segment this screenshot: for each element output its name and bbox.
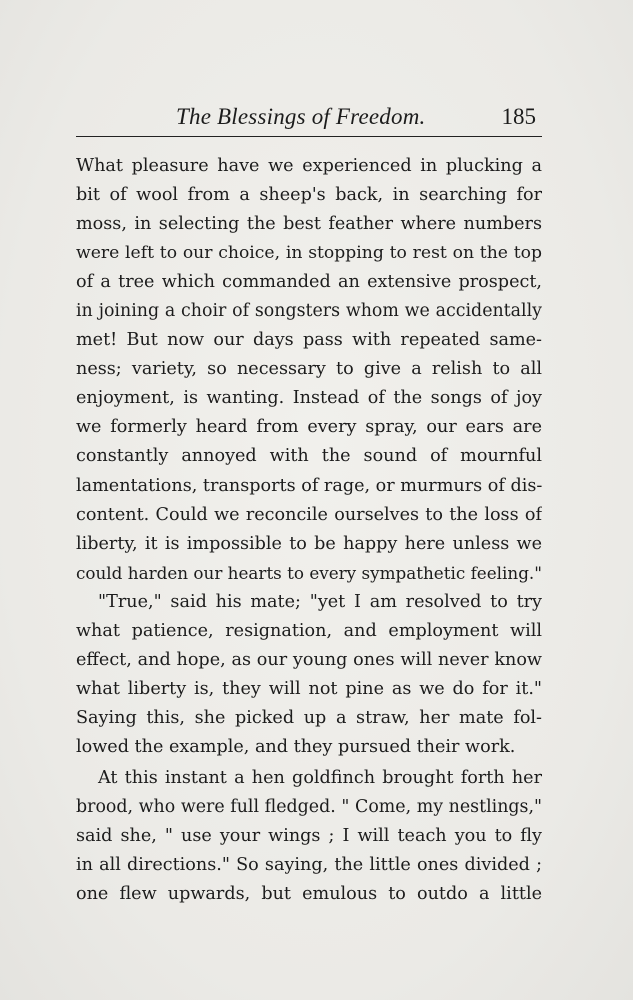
text-line: could harden our hearts to every sympathetic feeling." [76, 562, 542, 583]
text-line: "True," said his mate; "yet I am resolved to try [98, 591, 542, 612]
text-line: moss, in selecting the best feather where numbers [76, 214, 542, 235]
running-head [76, 100, 542, 137]
paragraph-2 [76, 588, 542, 762]
paragraph-3 [76, 764, 542, 909]
text-line: in all directions." So saying, the little ones divided ; [76, 855, 542, 876]
text-line: constantly annoyed with the sound of mournful [76, 446, 542, 467]
text-line: liberty, it is impossible to be happy here unless we [76, 533, 542, 554]
text-line: content. Could we reconcile ourselves to the loss of [76, 504, 542, 525]
text-line: we formerly heard from every spray, our ears are [76, 417, 542, 438]
running-title: The Blessings of Freedom. [176, 104, 426, 129]
text-line: brood, who were full fledged. " Come, my nestlings," [76, 797, 542, 818]
text-line: What pleasure have we experienced in plucking a [76, 156, 542, 176]
page-number: 185 [501, 104, 536, 129]
text-line: enjoyment, is wanting. Instead of the songs of joy [76, 388, 542, 409]
text-line: said she, " use your wings ; I will teach you to fly [76, 826, 542, 847]
text-line: ness; variety, so necessary to give a relish to all [76, 359, 542, 380]
text-line: Saying this, she picked up a straw, her mate fol- [76, 707, 542, 728]
text-line: one flew upwards, but emulous to outdo a little [76, 884, 542, 905]
text-line: lowed the example, and they pursued their work. [76, 736, 516, 757]
paragraph-1 [76, 152, 542, 588]
text-line: of a tree which commanded an extensive prospect, [76, 272, 542, 293]
text-line: were left to our choice, in stopping to rest on the top [76, 243, 542, 264]
body-text [76, 152, 542, 909]
text-line: what patience, resignation, and employment will [76, 620, 542, 641]
text-line: effect, and hope, as our young ones will never know [76, 649, 542, 670]
text-line: in joining a choir of songsters whom we accidentally [76, 301, 542, 322]
text-line: bit of wool from a sheep's back, in searching for [76, 185, 542, 206]
text-line: met! But now our days pass with repeated same- [76, 330, 542, 351]
text-line: what liberty is, they will not pine as we do for it." [76, 678, 542, 699]
text-line: lamentations, transports of rage, or murmurs of dis- [76, 475, 542, 496]
text-line: At this instant a hen goldfinch brought forth her [98, 767, 542, 788]
